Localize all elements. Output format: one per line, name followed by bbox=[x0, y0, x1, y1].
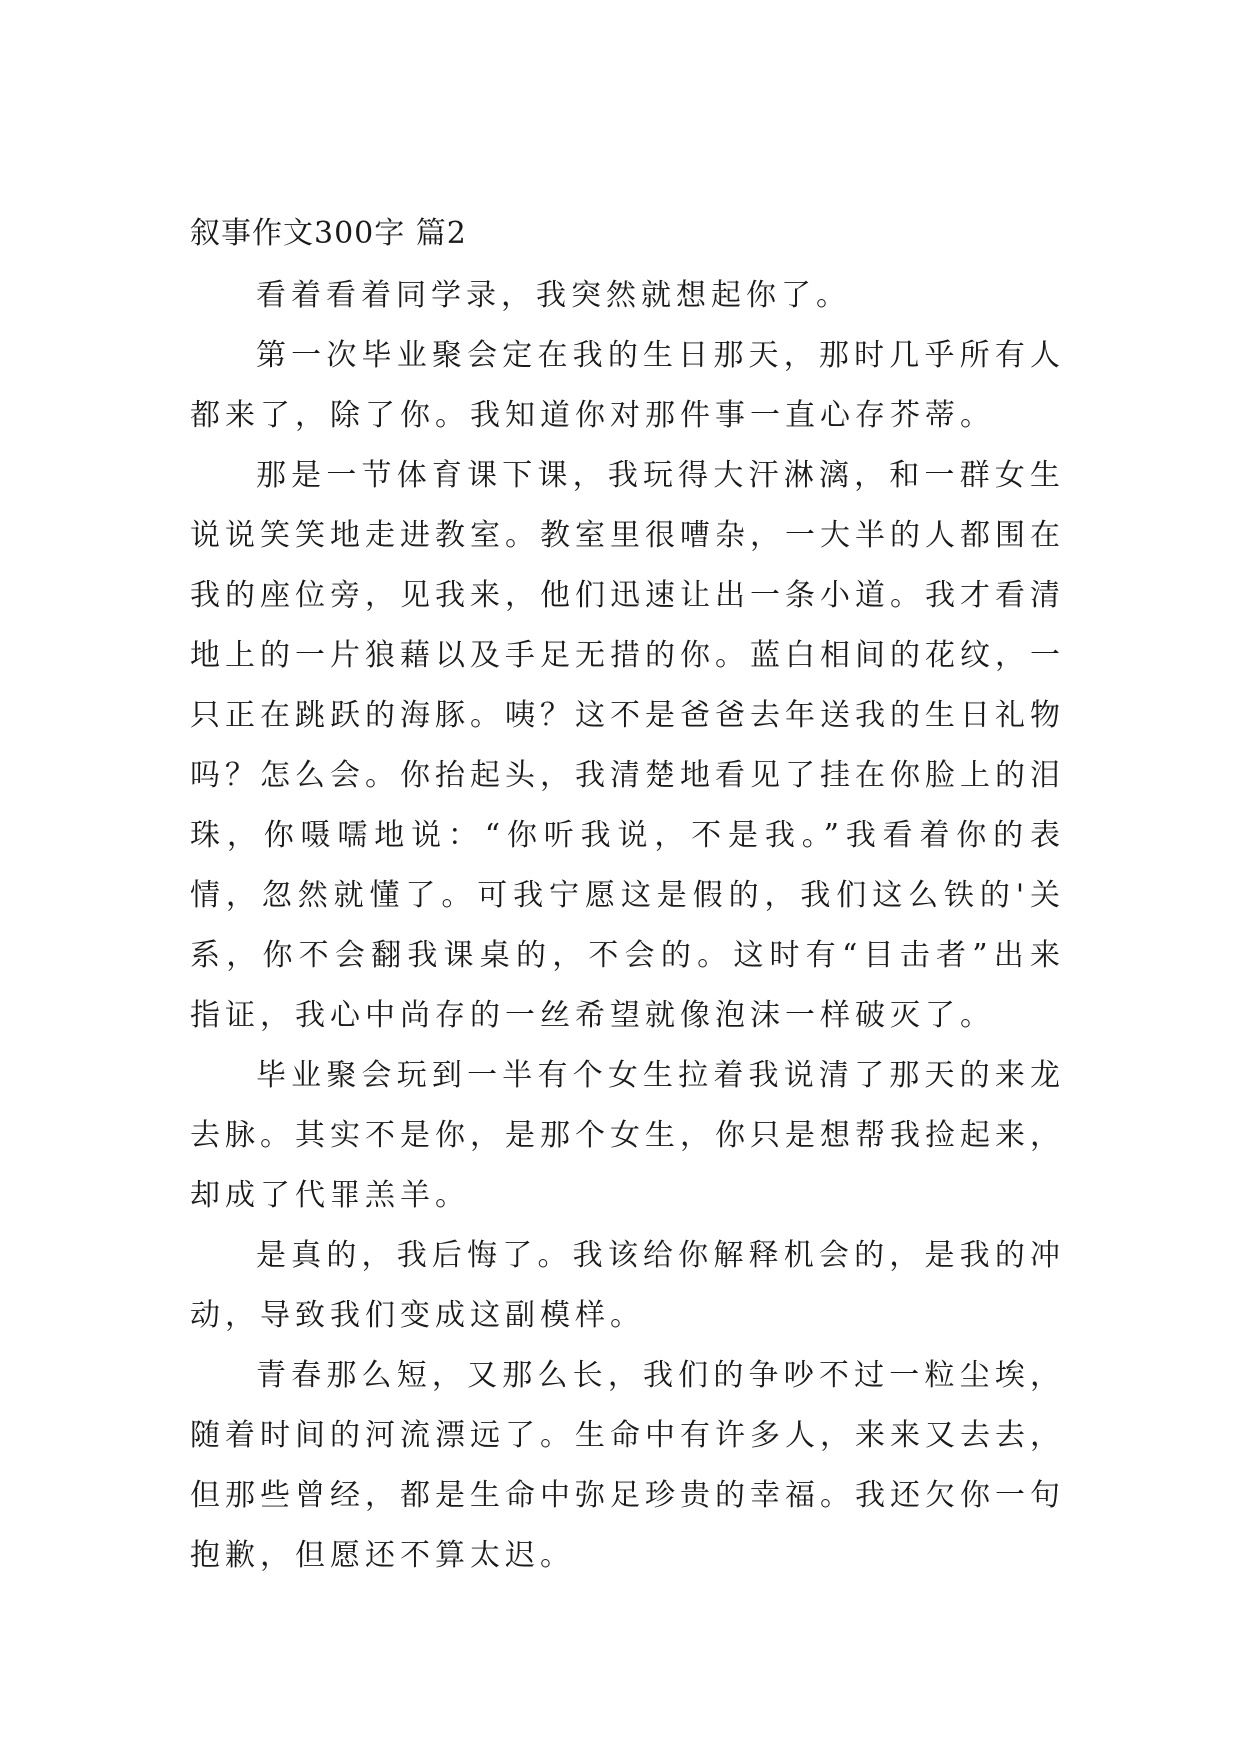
paragraph-6: 青春那么短，又那么长，我们的争吵不过一粒尘埃，随着时间的河流漂远了。生命中有许多人，来来又去去，但那些曾经，都是生命中弥足珍贵的幸福。我还欠你一句抱歉，但愿还不算太迟。 bbox=[190, 1358, 1065, 1573]
paragraph-4: 毕业聚会玩到一半有个女生拉着我说清了那天的来龙去脉。其实不是你，是那个女生，你只是想帮我捡起来，却成了代罪羔羊。 bbox=[190, 1058, 1065, 1213]
document-body bbox=[190, 214, 1065, 1586]
document-title: 叙事作文300字 篇2 bbox=[190, 216, 467, 251]
paragraph-3: 那是一节体育课下课，我玩得大汗淋漓，和一群女生说说笑笑地走进教室。教室里很嘈杂，一大半的人都围在我的座位旁，见我来，他们迅速让出一条小道。我才看清地上的一片狼藉以及手足无措的你。蓝白相间的花纹，一只正在跳跃的海豚。咦？这不是爸爸去年送我的生日礼物吗？怎么会。你抬起头，我清楚地看见了挂在你脸上的泪珠，你嗫嚅地说：“你听我说，不是我。”我看着你的表情，忽然就懂了。可我宁愿这是假的，我们这么铁的'关系，你不会翻我课桌的，不会的。这时有“目击者”出来指证，我心中尚存的一丝希望就像泡沫一样破灭了。 bbox=[190, 458, 1065, 1033]
paragraph-5: 是真的，我后悔了。我该给你解释机会的，是我的冲动，导致我们变成这副模样。 bbox=[190, 1238, 1065, 1333]
paragraph-1: 看着看着同学录，我突然就想起你了。 bbox=[256, 278, 851, 313]
paragraph-2: 第一次毕业聚会定在我的生日那天，那时几乎所有人都来了，除了你。我知道你对那件事一直心存芥蒂。 bbox=[190, 338, 1065, 433]
